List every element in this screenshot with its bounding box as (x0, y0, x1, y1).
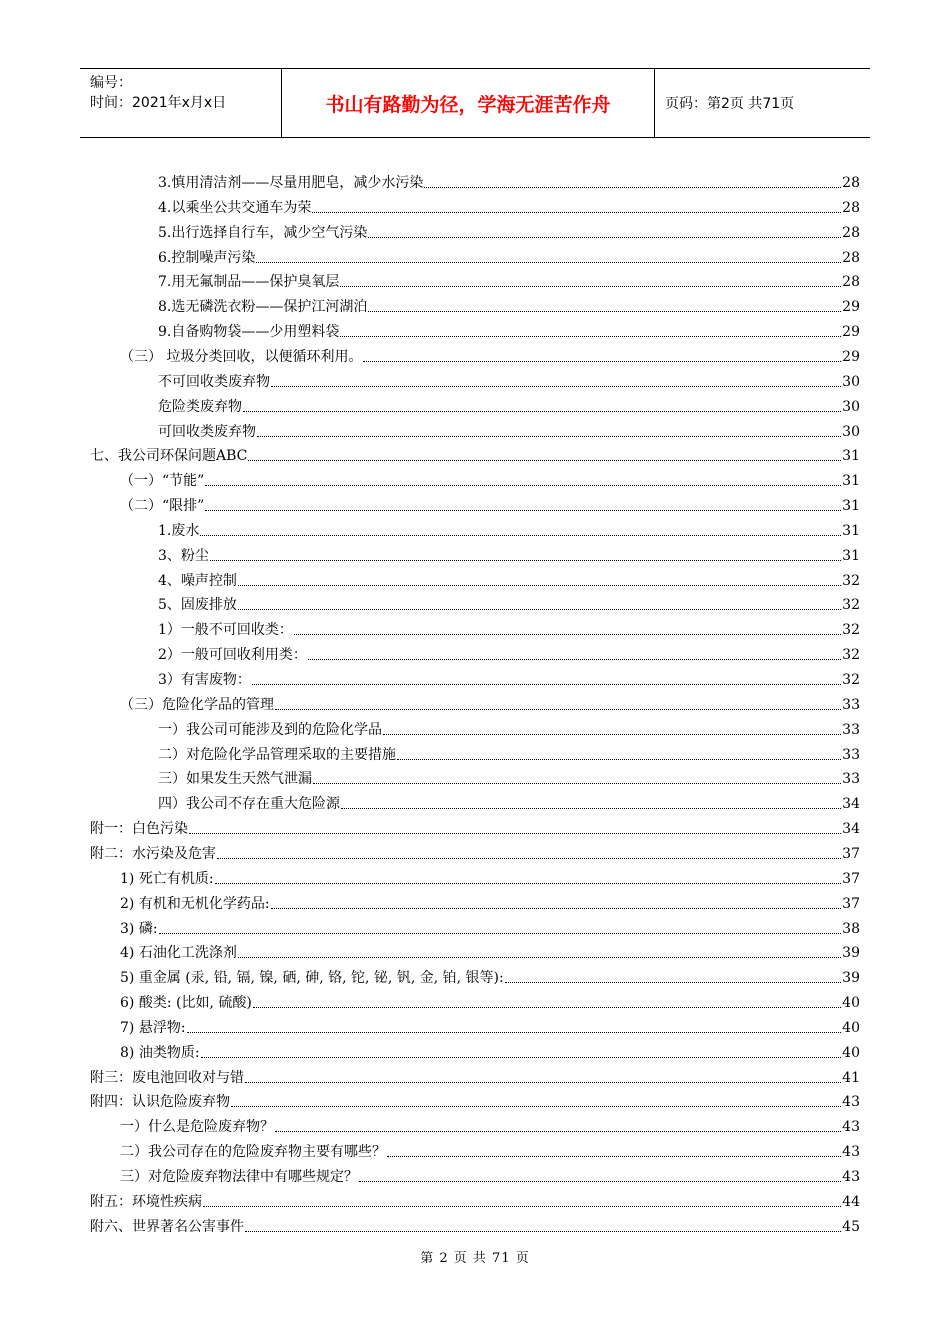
toc-entry-page: 31 (842, 498, 860, 515)
toc-dot-leader (187, 1032, 842, 1033)
toc-dot-leader (271, 908, 842, 909)
toc-entry-title: 6.控制噪声污染 (158, 249, 256, 266)
toc-entry-title: 附三：废电池回收对与错 (90, 1069, 244, 1086)
toc-dot-leader (215, 883, 842, 884)
toc-entry-page: 29 (842, 348, 860, 365)
toc-entry-title: 不可回收类废弃物 (158, 373, 270, 390)
toc-entry-page: 28 (842, 224, 860, 241)
toc-entry[interactable] (158, 269, 860, 291)
toc-entry-page: 29 (842, 324, 860, 341)
toc-dot-leader (341, 808, 841, 809)
toc-dot-leader (205, 510, 841, 511)
toc-entry-title: 一）我公司可能涉及到的危险化学品 (158, 721, 382, 738)
toc-entry[interactable] (158, 319, 860, 341)
toc-entry-title: 附二：水污染及危害 (90, 845, 216, 862)
toc-entry-title: （三）危险化学品的管理 (120, 696, 274, 713)
toc-entry[interactable] (120, 1139, 860, 1161)
toc-entry-page: 33 (842, 696, 860, 713)
toc-entry[interactable] (158, 766, 860, 788)
toc-entry-title: 2）一般可回收利用类： (158, 647, 307, 664)
toc-dot-leader (248, 460, 841, 461)
toc-entry-title: 1.废水 (158, 522, 200, 539)
toc-entry-title: 四）我公司不存在重大危险源 (158, 796, 340, 813)
toc-entry-page: 43 (842, 1094, 860, 1111)
toc-entry[interactable] (120, 344, 860, 366)
toc-dot-leader (238, 957, 841, 958)
toc-entry[interactable] (120, 1015, 860, 1037)
toc-entry-title: 3、粉尘 (158, 547, 209, 564)
toc-dot-leader (189, 833, 841, 834)
toc-entry-title: 6) 酸类: (比如, 硫酸) (120, 995, 252, 1012)
toc-dot-leader (387, 1156, 841, 1157)
toc-dot-leader (243, 411, 841, 412)
toc-entry-page: 37 (842, 845, 860, 862)
toc-entry-title: （三） 垃圾分类回收，以便循环利用。 (120, 348, 363, 365)
toc-entry-title: 5、固废排放 (158, 597, 237, 614)
toc-entry-title: 1）一般不可回收类： (158, 622, 293, 639)
toc-dot-leader (253, 1007, 841, 1008)
toc-dot-leader (313, 783, 841, 784)
toc-dot-leader (340, 336, 841, 337)
toc-entry-page: 31 (842, 522, 860, 539)
toc-entry-page: 32 (842, 572, 860, 589)
toc-entry-title: 2) 有机和无机化学药品: (120, 895, 270, 912)
toc-entry-page: 31 (842, 473, 860, 490)
toc-entry-page: 28 (842, 274, 860, 291)
toc-dot-leader (201, 1057, 842, 1058)
toc-dot-leader (308, 659, 841, 660)
toc-entry-page: 45 (842, 1218, 860, 1235)
toc-entry-title: 4.以乘坐公共交通车为荣 (158, 199, 312, 216)
toc-dot-leader (238, 585, 841, 586)
toc-entry[interactable] (120, 493, 860, 515)
toc-entry-page: 43 (842, 1169, 860, 1185)
toc-entry-title: 三）对危险废弃物法律中有哪些规定？ (120, 1169, 358, 1185)
toc-entry[interactable] (158, 568, 860, 590)
toc-entry-title: 8) 油类物质: (120, 1044, 200, 1061)
toc-entry-page: 37 (842, 870, 860, 887)
toc-dot-leader (383, 734, 841, 735)
toc-entry-title: 8.选无磷洗衣粉——保护江河湖泊 (158, 299, 368, 316)
toc-entry-title: 附六、世界著名公害事件 (90, 1218, 244, 1235)
toc-entry-page: 30 (842, 398, 860, 415)
toc-entry[interactable] (158, 543, 860, 565)
toc-entry-title: 危险类废弃物 (158, 398, 242, 415)
toc-entry-page: 43 (842, 1144, 860, 1161)
toc-dot-leader (245, 1082, 841, 1083)
header-meta (80, 69, 282, 137)
toc-entry-title: 二）对危险化学品管理采取的主要措施 (158, 746, 396, 763)
toc-entry[interactable] (90, 841, 860, 863)
toc-dot-leader (363, 361, 841, 362)
toc-dot-leader (200, 535, 841, 536)
toc-entry-page: 40 (842, 995, 860, 1012)
toc-entry[interactable] (158, 170, 860, 192)
toc-dot-leader (312, 212, 841, 213)
toc-entry-page: 33 (842, 746, 860, 763)
toc-entry-page: 30 (842, 373, 860, 390)
toc-entry-title: （一）“节能” (120, 473, 205, 490)
toc-entry[interactable] (120, 990, 860, 1012)
toc-entry[interactable] (120, 891, 860, 913)
toc-entry[interactable] (158, 742, 860, 764)
toc-entry-page: 33 (842, 771, 860, 788)
page-header (80, 68, 870, 138)
toc-entry-page: 34 (842, 821, 860, 838)
toc-dot-leader (397, 759, 841, 760)
toc-entry[interactable] (120, 965, 860, 987)
toc-entry[interactable] (90, 816, 860, 838)
toc-entry[interactable] (120, 468, 860, 490)
toc-entry-page: 29 (842, 299, 860, 316)
toc-entry-page: 31 (842, 448, 860, 465)
header-motto: 书山有路勤为径，学海无涯苦作舟 (282, 69, 655, 137)
toc-dot-leader (505, 982, 841, 983)
document-time: 时间：2021年x月x日 (90, 95, 227, 111)
toc-entry-title: 1) 死亡有机质: (120, 870, 214, 887)
toc-dot-leader (256, 262, 841, 263)
toc-entry[interactable] (158, 717, 860, 739)
toc-dot-leader (275, 1131, 841, 1132)
toc-entry-title: 七、我公司环保问题ABC (90, 448, 248, 465)
toc-entry-title: 3）有害废物： (158, 672, 251, 688)
toc-dot-leader (210, 560, 841, 561)
toc-entry[interactable] (120, 692, 860, 714)
toc-entry-title: 附一：白色污染 (90, 821, 188, 838)
toc-entry-title: 5) 重金属 (汞, 铅, 镉, 镍, 硒, 砷, 铬, 铊, 铋, 钒, 金, 铂, 银等): (120, 970, 504, 987)
toc-entry-title: 4) 石油化工洗涤剂 (120, 945, 237, 962)
toc-entry[interactable] (158, 617, 860, 639)
toc-entry[interactable] (120, 940, 860, 962)
toc-entry-page: 33 (842, 721, 860, 738)
toc-dot-leader (245, 1231, 841, 1232)
toc-entry[interactable] (120, 1164, 860, 1186)
toc-dot-leader (368, 311, 841, 312)
toc-entry-title: 7) 悬浮物: (120, 1019, 186, 1036)
toc-dot-leader (368, 237, 841, 238)
toc-dot-leader (271, 386, 841, 387)
toc-entry[interactable] (158, 419, 860, 441)
toc-dot-leader (231, 1106, 841, 1107)
toc-entry[interactable] (158, 220, 860, 242)
toc-entry-title: 二）我公司存在的危险废弃物主要有哪些？ (120, 1144, 386, 1161)
toc-dot-leader (257, 436, 841, 437)
toc-entry[interactable] (90, 1189, 860, 1211)
toc-entry-title: 7.用无氟制品——保护臭氧层 (158, 274, 340, 291)
toc-entry-title: 3) 磷: (120, 920, 158, 937)
header-page-info: 页码：第2页 共71页 (665, 96, 795, 112)
toc-dot-leader (294, 634, 841, 635)
toc-entry-page: 28 (842, 249, 860, 266)
toc-entry-title: 可回收类废弃物 (158, 423, 256, 440)
toc-entry-page: 28 (842, 199, 860, 216)
toc-entry-title: 5.出行选择自行车，减少空气污染 (158, 224, 368, 241)
toc-entry-page: 30 (842, 423, 860, 440)
toc-entry-title: 9.自备购物袋——少用塑料袋 (158, 324, 340, 341)
toc-entry[interactable] (158, 245, 860, 267)
toc-entry[interactable] (120, 916, 860, 938)
toc-entry[interactable] (120, 1114, 860, 1136)
toc-entry-title: 4、噪声控制 (158, 572, 237, 589)
page-footer: 第 2 页 共 71 页 (420, 1251, 530, 1266)
toc-entry-title: 附四：认识危险废弃物 (90, 1094, 230, 1111)
toc-entry-page: 43 (842, 1119, 860, 1136)
toc-entry[interactable] (90, 1214, 860, 1236)
toc-entry-page: 32 (842, 647, 860, 664)
toc-entry-page: 32 (842, 597, 860, 614)
toc-entry[interactable] (158, 642, 860, 664)
toc-entry[interactable] (90, 443, 860, 465)
toc-dot-leader (217, 858, 841, 859)
toc-entry-page: 41 (842, 1069, 860, 1086)
toc-entry-page: 34 (842, 796, 860, 813)
toc-entry-page: 39 (842, 945, 860, 962)
toc-entry[interactable] (90, 1089, 860, 1111)
toc-entry-page: 38 (842, 920, 860, 937)
toc-dot-leader (205, 485, 841, 486)
document-number-label: 编号： (90, 75, 132, 91)
toc-dot-leader (359, 1181, 841, 1182)
toc-entry[interactable] (90, 1065, 860, 1087)
toc-entry-page: 44 (842, 1193, 860, 1210)
toc-dot-leader (252, 684, 841, 685)
toc-entry[interactable] (158, 394, 860, 416)
toc-entry[interactable] (158, 518, 860, 540)
toc-entry-page: 28 (842, 175, 860, 191)
toc-entry-title: 一）什么是危险废弃物？ (120, 1119, 274, 1136)
toc-entry[interactable] (120, 866, 860, 888)
toc-entry[interactable] (158, 667, 860, 689)
toc-dot-leader (203, 1206, 841, 1207)
toc-entry-page: 40 (842, 1044, 860, 1061)
toc-entry-page: 32 (842, 672, 860, 688)
toc-entry-title: 3.慎用清洁剂——尽量用肥皂，减少水污染 (158, 175, 424, 191)
toc-entry-page: 31 (842, 547, 860, 564)
toc-entry[interactable] (120, 1040, 860, 1062)
toc-entry-page: 40 (842, 1019, 860, 1036)
toc-dot-leader (238, 609, 841, 610)
toc-dot-leader (340, 286, 841, 287)
toc-entry-title: 附五：环境性疾病 (90, 1193, 202, 1210)
toc-entry-page: 37 (842, 895, 860, 912)
toc-entry[interactable] (158, 791, 860, 813)
toc-entry[interactable] (158, 195, 860, 217)
toc-dot-leader (275, 709, 841, 710)
toc-entry-title: 三）如果发生天然气泄漏 (158, 771, 312, 788)
toc-entry[interactable] (158, 369, 860, 391)
toc-entry[interactable] (158, 294, 860, 316)
toc-entry-title: （二）“限排” (120, 498, 205, 515)
toc-entry-page: 39 (842, 970, 860, 987)
toc-dot-leader (424, 187, 841, 188)
toc-entry-page: 32 (842, 622, 860, 639)
toc-entry[interactable] (158, 592, 860, 614)
toc-dot-leader (159, 933, 842, 934)
